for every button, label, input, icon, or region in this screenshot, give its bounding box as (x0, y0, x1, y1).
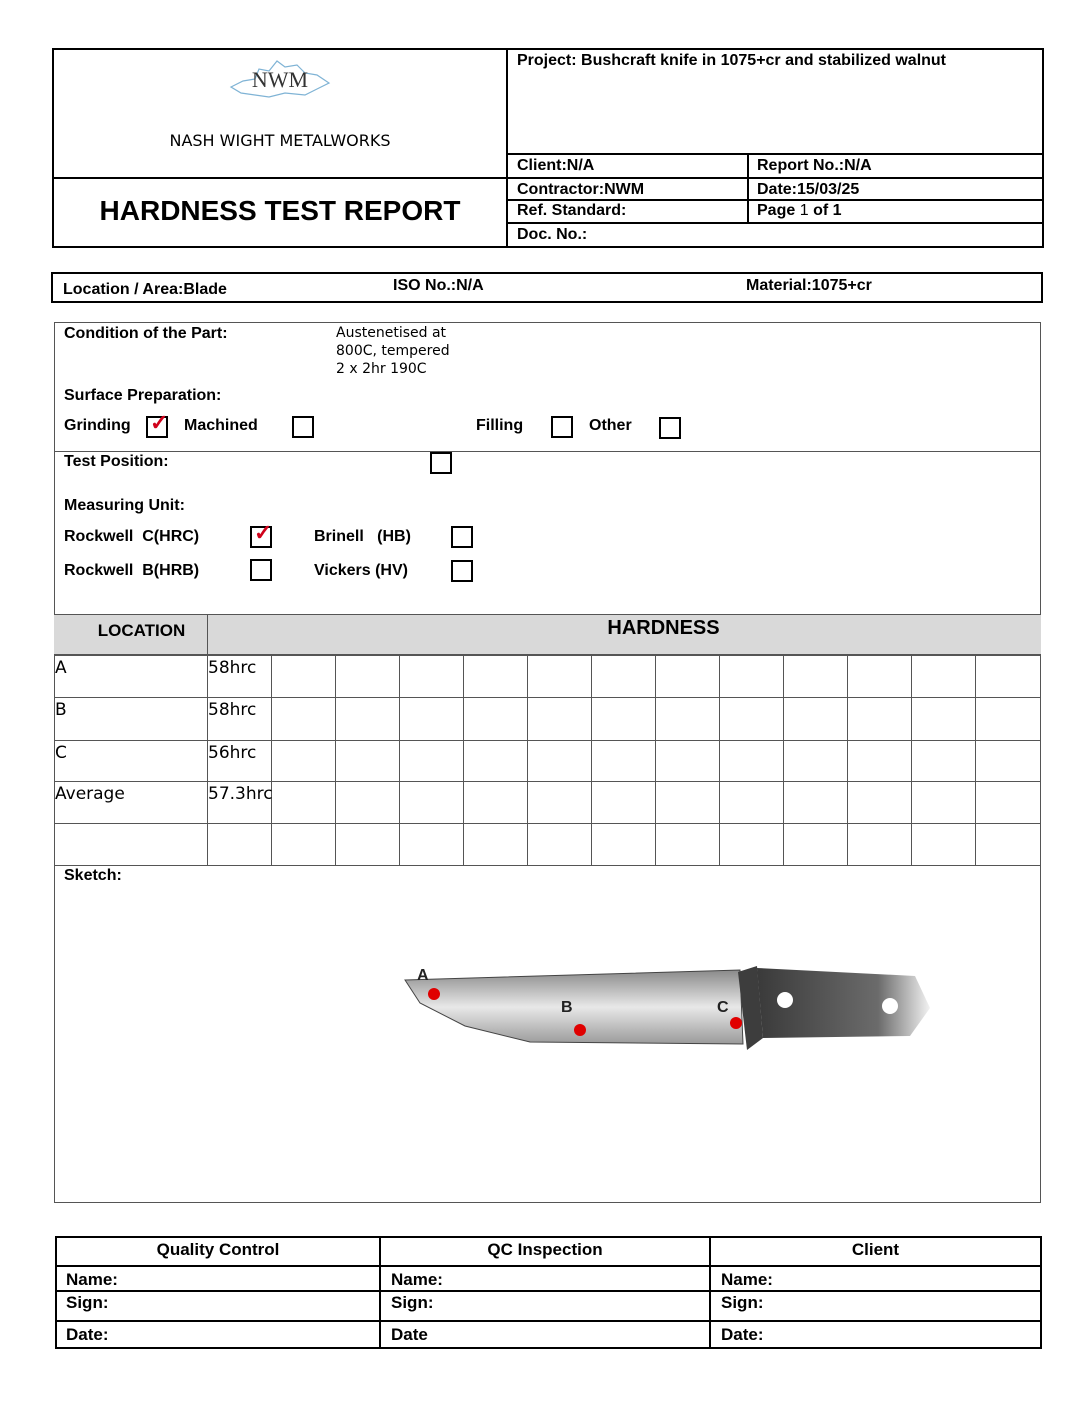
table-cell-divider (719, 697, 720, 740)
location-area-field: Location / Area:Blade (63, 281, 227, 298)
condition-label: Condition of the Part: (64, 325, 228, 342)
table-cell-divider (207, 823, 208, 865)
iso-field: ISO No.:N/A (393, 277, 484, 294)
table-row (54, 655, 1041, 697)
table-cell-divider (975, 823, 976, 865)
page-field (757, 202, 842, 220)
table-cell-divider (847, 655, 848, 697)
table-cell-divider (591, 823, 592, 865)
measuring-unit-label: Measuring Unit: (64, 497, 185, 514)
table-cell-divider (911, 655, 912, 697)
page-of: of 1 (813, 202, 842, 219)
marker-a: A (417, 967, 429, 984)
table-cell-divider (847, 781, 848, 823)
table-cell-divider (399, 823, 400, 865)
table-cell-divider (975, 655, 976, 697)
table-cell-location: A (55, 658, 67, 678)
table-cell-divider (335, 781, 336, 823)
table-cell-divider (271, 823, 272, 865)
ref-standard-field: Ref. Standard: (517, 202, 627, 219)
test-point-c (730, 1017, 742, 1029)
table-cell-divider (847, 697, 848, 740)
other-label: Other (589, 417, 632, 434)
condition-line-2: 800C, tempered (336, 343, 450, 359)
hrc-label: Rockwell C(HRC) (64, 528, 200, 545)
checkmark-icon: ✓ (254, 520, 273, 545)
table-cell-divider (655, 697, 656, 740)
checkmark-icon: ✓ (150, 410, 169, 435)
marker-b: B (561, 999, 573, 1016)
hrb-label: Rockwell B(HRB) (64, 562, 200, 579)
table-bottom-border (54, 865, 1041, 866)
table-cell-divider (335, 823, 336, 865)
table-cell-divider (975, 781, 976, 823)
table-cell-divider (911, 823, 912, 865)
table-cell-divider (335, 740, 336, 781)
hv-label: Vickers (HV) (314, 562, 408, 579)
table-cell-divider (527, 781, 528, 823)
table-cell-divider (463, 823, 464, 865)
table-cell-divider (527, 740, 528, 781)
table-cell-divider (271, 697, 272, 740)
table-cell-divider (655, 823, 656, 865)
report-title: HARDNESS TEST REPORT (99, 195, 461, 226)
header-hline-1 (508, 153, 1044, 155)
test-point-b (574, 1024, 586, 1036)
hb-label: Brinell (HB) (314, 528, 411, 545)
table-cell-divider (399, 781, 400, 823)
table-cell-divider (591, 740, 592, 781)
signoff-hline-3 (55, 1320, 1042, 1322)
client-field: Client:N/A (517, 157, 595, 174)
table-cell-divider (975, 740, 976, 781)
test-position-label: Test Position: (64, 453, 169, 470)
knife-sketch (395, 958, 935, 1068)
grinding-checkbox[interactable] (146, 410, 169, 438)
other-checkbox[interactable] (659, 417, 681, 439)
table-cell-divider (399, 697, 400, 740)
grinding-label: Grinding (64, 417, 131, 434)
header-hline-4 (508, 222, 1044, 224)
table-cell-divider (911, 697, 912, 740)
client-date-field[interactable]: Date: (721, 1325, 764, 1344)
table-cell-divider (591, 781, 592, 823)
hardness-column-header: HARDNESS (607, 617, 720, 639)
table-cell-hardness: 58hrc (208, 658, 257, 678)
logo-text: NWM (251, 67, 309, 92)
table-cell-hardness: 57.3hrc (208, 784, 273, 804)
qc-date-field[interactable]: Date: (66, 1325, 109, 1344)
table-cell-divider (975, 697, 976, 740)
table-cell-divider (911, 740, 912, 781)
table-cell-hardness: 58hrc (208, 700, 257, 720)
hb-checkbox[interactable] (451, 526, 473, 548)
handle-pin-2 (882, 998, 898, 1014)
filling-label: Filling (476, 417, 524, 434)
table-cell-divider (399, 655, 400, 697)
table-cell-divider (527, 697, 528, 740)
header-divider-left (52, 177, 508, 179)
table-left-border (54, 655, 55, 865)
signoff-title-client: Client (851, 1240, 900, 1259)
table-cell-divider (335, 697, 336, 740)
company-name: NASH WIGHT METALWORKS (169, 131, 391, 150)
condition-line-3: 2 x 2hr 190C (336, 361, 427, 377)
signoff-title-inspection: QC Inspection (487, 1240, 603, 1259)
doc-no-field: Doc. No.: (517, 226, 588, 243)
table-cell-divider (719, 655, 720, 697)
client-name-field[interactable]: Name: (721, 1270, 773, 1289)
table-cell-divider (591, 697, 592, 740)
table-cell-divider (399, 740, 400, 781)
table-cell-divider (783, 740, 784, 781)
hv-checkbox[interactable] (451, 560, 473, 582)
table-cell-divider (655, 655, 656, 697)
date-field: Date:15/03/25 (757, 181, 860, 198)
sketch-label: Sketch: (64, 867, 122, 884)
table-cell-location: B (55, 700, 67, 720)
table-cell-divider (783, 823, 784, 865)
table-cell-divider (783, 655, 784, 697)
table-cell-location: Average (55, 784, 125, 804)
table-row (54, 697, 1041, 740)
table-cell-location: C (55, 743, 67, 763)
test-point-a (428, 988, 440, 1000)
qc-sign-field[interactable]: Sign: (66, 1293, 109, 1312)
inspection-name-field[interactable]: Name: (391, 1270, 443, 1289)
machined-checkbox[interactable] (292, 416, 314, 438)
material-field: Material:1075+cr (746, 277, 872, 294)
section-divider-1 (54, 451, 1041, 452)
signoff-title-qc: Quality Control (156, 1240, 280, 1259)
marker-c: C (717, 999, 729, 1016)
signoff-hline-1 (55, 1265, 1042, 1267)
header-hline-2 (508, 177, 1044, 179)
table-cell-divider (271, 655, 272, 697)
table-row (54, 740, 1041, 781)
company-logo (225, 55, 335, 105)
inspection-date-field[interactable]: Date (391, 1325, 428, 1344)
table-cell-divider (271, 740, 272, 781)
table-cell-divider (847, 823, 848, 865)
table-cell-divider (847, 740, 848, 781)
location-column-header: LOCATION (97, 621, 186, 640)
table-cell-divider (783, 781, 784, 823)
table-cell-divider (463, 697, 464, 740)
table-cell-divider (783, 697, 784, 740)
table-cell-divider (527, 823, 528, 865)
page-label: Page (757, 202, 796, 219)
machined-label: Machined (184, 417, 258, 434)
client-sign-field[interactable]: Sign: (721, 1293, 764, 1312)
table-row (54, 823, 1041, 865)
condition-value (336, 324, 450, 378)
table-row (54, 781, 1041, 823)
table-cell-divider (527, 655, 528, 697)
handle-pin-1 (777, 992, 793, 1008)
table-cell-divider (591, 655, 592, 697)
signoff-hline-2 (55, 1290, 1042, 1292)
table-cell-divider (463, 740, 464, 781)
table-cell-divider (655, 740, 656, 781)
table-cell-divider (463, 655, 464, 697)
filling-checkbox[interactable] (551, 416, 573, 438)
contractor-field: Contractor:NWM (517, 181, 645, 198)
project-field: Project: Bushcraft knife in 1075+cr and stabilized walnut (517, 52, 947, 69)
hrc-checkbox[interactable] (250, 520, 273, 548)
table-cell-divider (719, 740, 720, 781)
hrb-checkbox[interactable] (250, 559, 272, 581)
table-cell-divider (719, 823, 720, 865)
table-cell-divider (655, 781, 656, 823)
header-divider-right (747, 153, 749, 223)
table-cell-divider (719, 781, 720, 823)
surface-prep-label: Surface Preparation: (64, 387, 222, 404)
header-hline-3 (508, 199, 1044, 201)
test-position-checkbox[interactable] (430, 452, 452, 474)
inspection-sign-field[interactable]: Sign: (391, 1293, 434, 1312)
blade-shape (405, 970, 743, 1044)
page-number: 1 (799, 202, 809, 219)
table-cell-divider (911, 781, 912, 823)
report-no-field: Report No.:N/A (757, 157, 872, 174)
table-cell-divider (335, 655, 336, 697)
condition-line-1: Austenetised at (336, 325, 447, 341)
table-cell-divider (463, 781, 464, 823)
qc-name-field[interactable]: Name: (66, 1270, 118, 1289)
table-cell-hardness: 56hrc (208, 743, 257, 763)
